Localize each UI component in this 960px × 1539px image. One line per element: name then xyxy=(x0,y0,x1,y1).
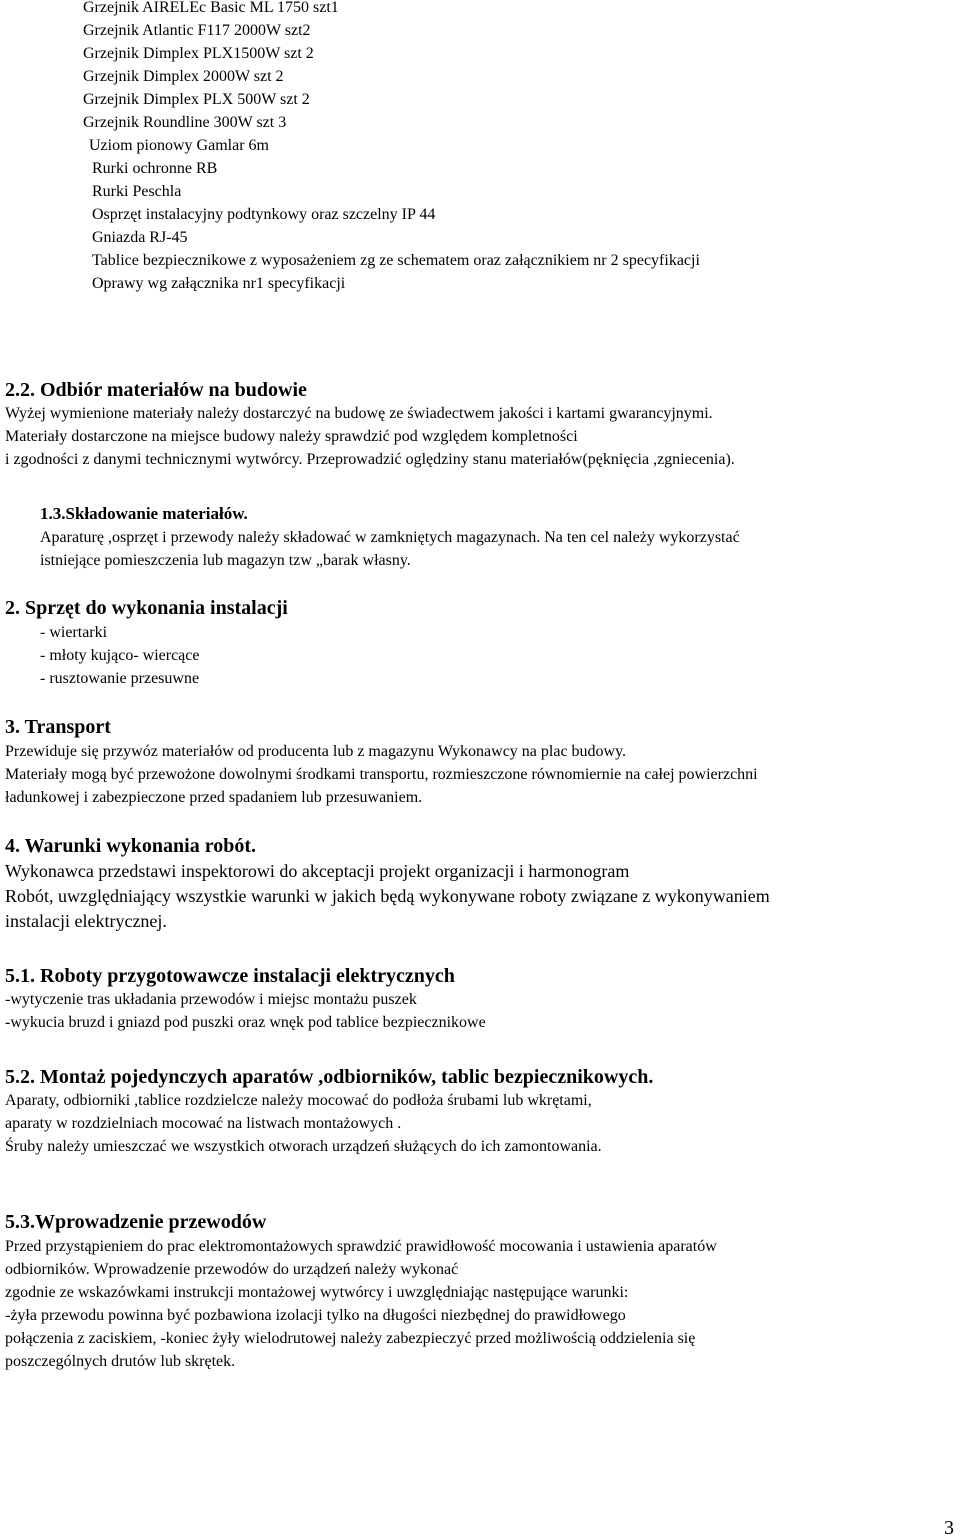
paragraph-line: zgodnie ze wskazówkami instrukcji montażowej wytwórcy i uwzględniając następujące warunki: xyxy=(5,1284,629,1301)
list-item: Uziom pionowy Gamlar 6m xyxy=(89,137,269,154)
paragraph-line: Aparaturę ,osprzęt i przewody należy składować w zamkniętych magazynach. Na ten cel należy wykorzystać xyxy=(40,529,740,546)
section-heading-5-3: 5.3.Wprowadzenie przewodów xyxy=(5,1211,267,1233)
list-item: Grzejnik Dimplex PLX1500W szt 2 xyxy=(83,45,314,62)
section-heading-2: 2. Sprzęt do wykonania instalacji xyxy=(5,597,288,619)
page-number: 3 xyxy=(944,1517,954,1539)
list-item: Grzejnik Dimplex PLX 500W szt 2 xyxy=(83,91,310,108)
paragraph-line: -wykucia bruzd i gniazd pod puszki oraz wnęk pod tablice bezpiecznikowe xyxy=(5,1014,486,1031)
paragraph-line: połączenia z zaciskiem, -koniec żyły wielodrutowej należy zabezpieczyć przed możliwością oddzielenia się xyxy=(5,1330,696,1347)
paragraph-line: Materiały mogą być przewożone dowolnymi środkami transportu, rozmieszczone równomiernie na całej powierzchni xyxy=(5,766,758,783)
paragraph-line: Przewiduje się przywóz materiałów od producenta lub z magazynu Wykonawcy na plac budowy. xyxy=(5,743,627,760)
list-item: Rurki Peschla xyxy=(92,183,182,200)
paragraph-line: Aparaty, odbiorniki ,tablice rozdzielcze należy mocować do podłoża śrubami lub wkrętami, xyxy=(5,1092,592,1109)
section-heading-4: 4. Warunki wykonania robót. xyxy=(5,835,257,857)
paragraph-line: istniejące pomieszczenia lub magazyn tzw „barak własny. xyxy=(40,552,411,569)
list-item: Osprzęt instalacyjny podtynkowy oraz szczelny IP 44 xyxy=(92,206,436,223)
paragraph-line: Materiały dostarczone na miejsce budowy należy sprawdzić pod względem kompletności xyxy=(5,428,578,445)
paragraph-line: -wytyczenie tras układania przewodów i miejsc montażu puszek xyxy=(5,991,417,1008)
paragraph-line: aparaty w rozdzielniach mocować na listwach montażowych . xyxy=(5,1115,402,1132)
section-heading-1-3: 1.3.Składowanie materiałów. xyxy=(40,504,248,523)
list-item: Tablice bezpiecznikowe z wyposażeniem zg ze schematem oraz załącznikiem nr 2 specyfikacji xyxy=(92,252,700,269)
section-heading-5-2: 5.2. Montaż pojedynczych aparatów ,odbiorników, tablic bezpiecznikowych. xyxy=(5,1066,654,1088)
paragraph-line: instalacji elektrycznej. xyxy=(5,911,167,931)
section-heading-3: 3. Transport xyxy=(5,716,111,738)
paragraph-line: Wykonawca przedstawi inspektorowi do akceptacji projekt organizacji i harmonogram xyxy=(5,861,630,881)
list-item: Rurki ochronne RB xyxy=(92,160,218,177)
section-heading-2-2: 2.2. Odbiór materiałów na budowie xyxy=(5,379,307,401)
paragraph-line: Wyżej wymienione materiały należy dostarczyć na budowę ze świadectwem jakości i kartami gwarancyjnymi. xyxy=(5,405,713,422)
paragraph-line: Śruby należy umieszczać we wszystkich otworach urządzeń służących do ich zamontowania. xyxy=(5,1138,602,1155)
list-item: - rusztowanie przesuwne xyxy=(40,670,200,687)
paragraph-line: i zgodności z danymi technicznymi wytwórcy. Przeprowadzić oględziny stanu materiałów(pęknięcia ,zgniecenia). xyxy=(5,451,735,468)
list-item: Grzejnik Atlantic F117 2000W szt2 xyxy=(83,22,311,39)
paragraph-line: poszczególnych drutów lub skrętek. xyxy=(5,1353,236,1370)
list-item: Grzejnik Dimplex 2000W szt 2 xyxy=(83,68,284,85)
list-item: Oprawy wg załącznika nr1 specyfikacji xyxy=(92,275,346,292)
list-item: Grzejnik AIRELEc Basic ML 1750 szt1 xyxy=(83,0,339,16)
list-item: - wiertarki xyxy=(40,624,108,641)
list-item: - młoty kująco- wiercące xyxy=(40,647,200,664)
paragraph-line: ładunkowej i zabezpieczone przed spadaniem lub przesuwaniem. xyxy=(5,789,423,806)
list-item: Grzejnik Roundline 300W szt 3 xyxy=(83,114,287,131)
paragraph-line: Przed przystąpieniem do prac elektromontażowych sprawdzić prawidłowość mocowania i ustawienia aparatów xyxy=(5,1238,717,1255)
paragraph-line: odbiorników. Wprowadzenie przewodów do urządzeń należy wykonać xyxy=(5,1261,459,1278)
paragraph-line: -żyła przewodu powinna być pozbawiona izolacji tylko na długości niezbędnej do prawidłowego xyxy=(5,1307,626,1324)
section-heading-5-1: 5.1. Roboty przygotowawcze instalacji elektrycznych xyxy=(5,965,455,987)
paragraph-line: Robót, uwzględniający wszystkie warunki w jakich będą wykonywane roboty związane z wykonywaniem xyxy=(5,886,770,906)
list-item: Gniazda RJ-45 xyxy=(92,229,188,246)
